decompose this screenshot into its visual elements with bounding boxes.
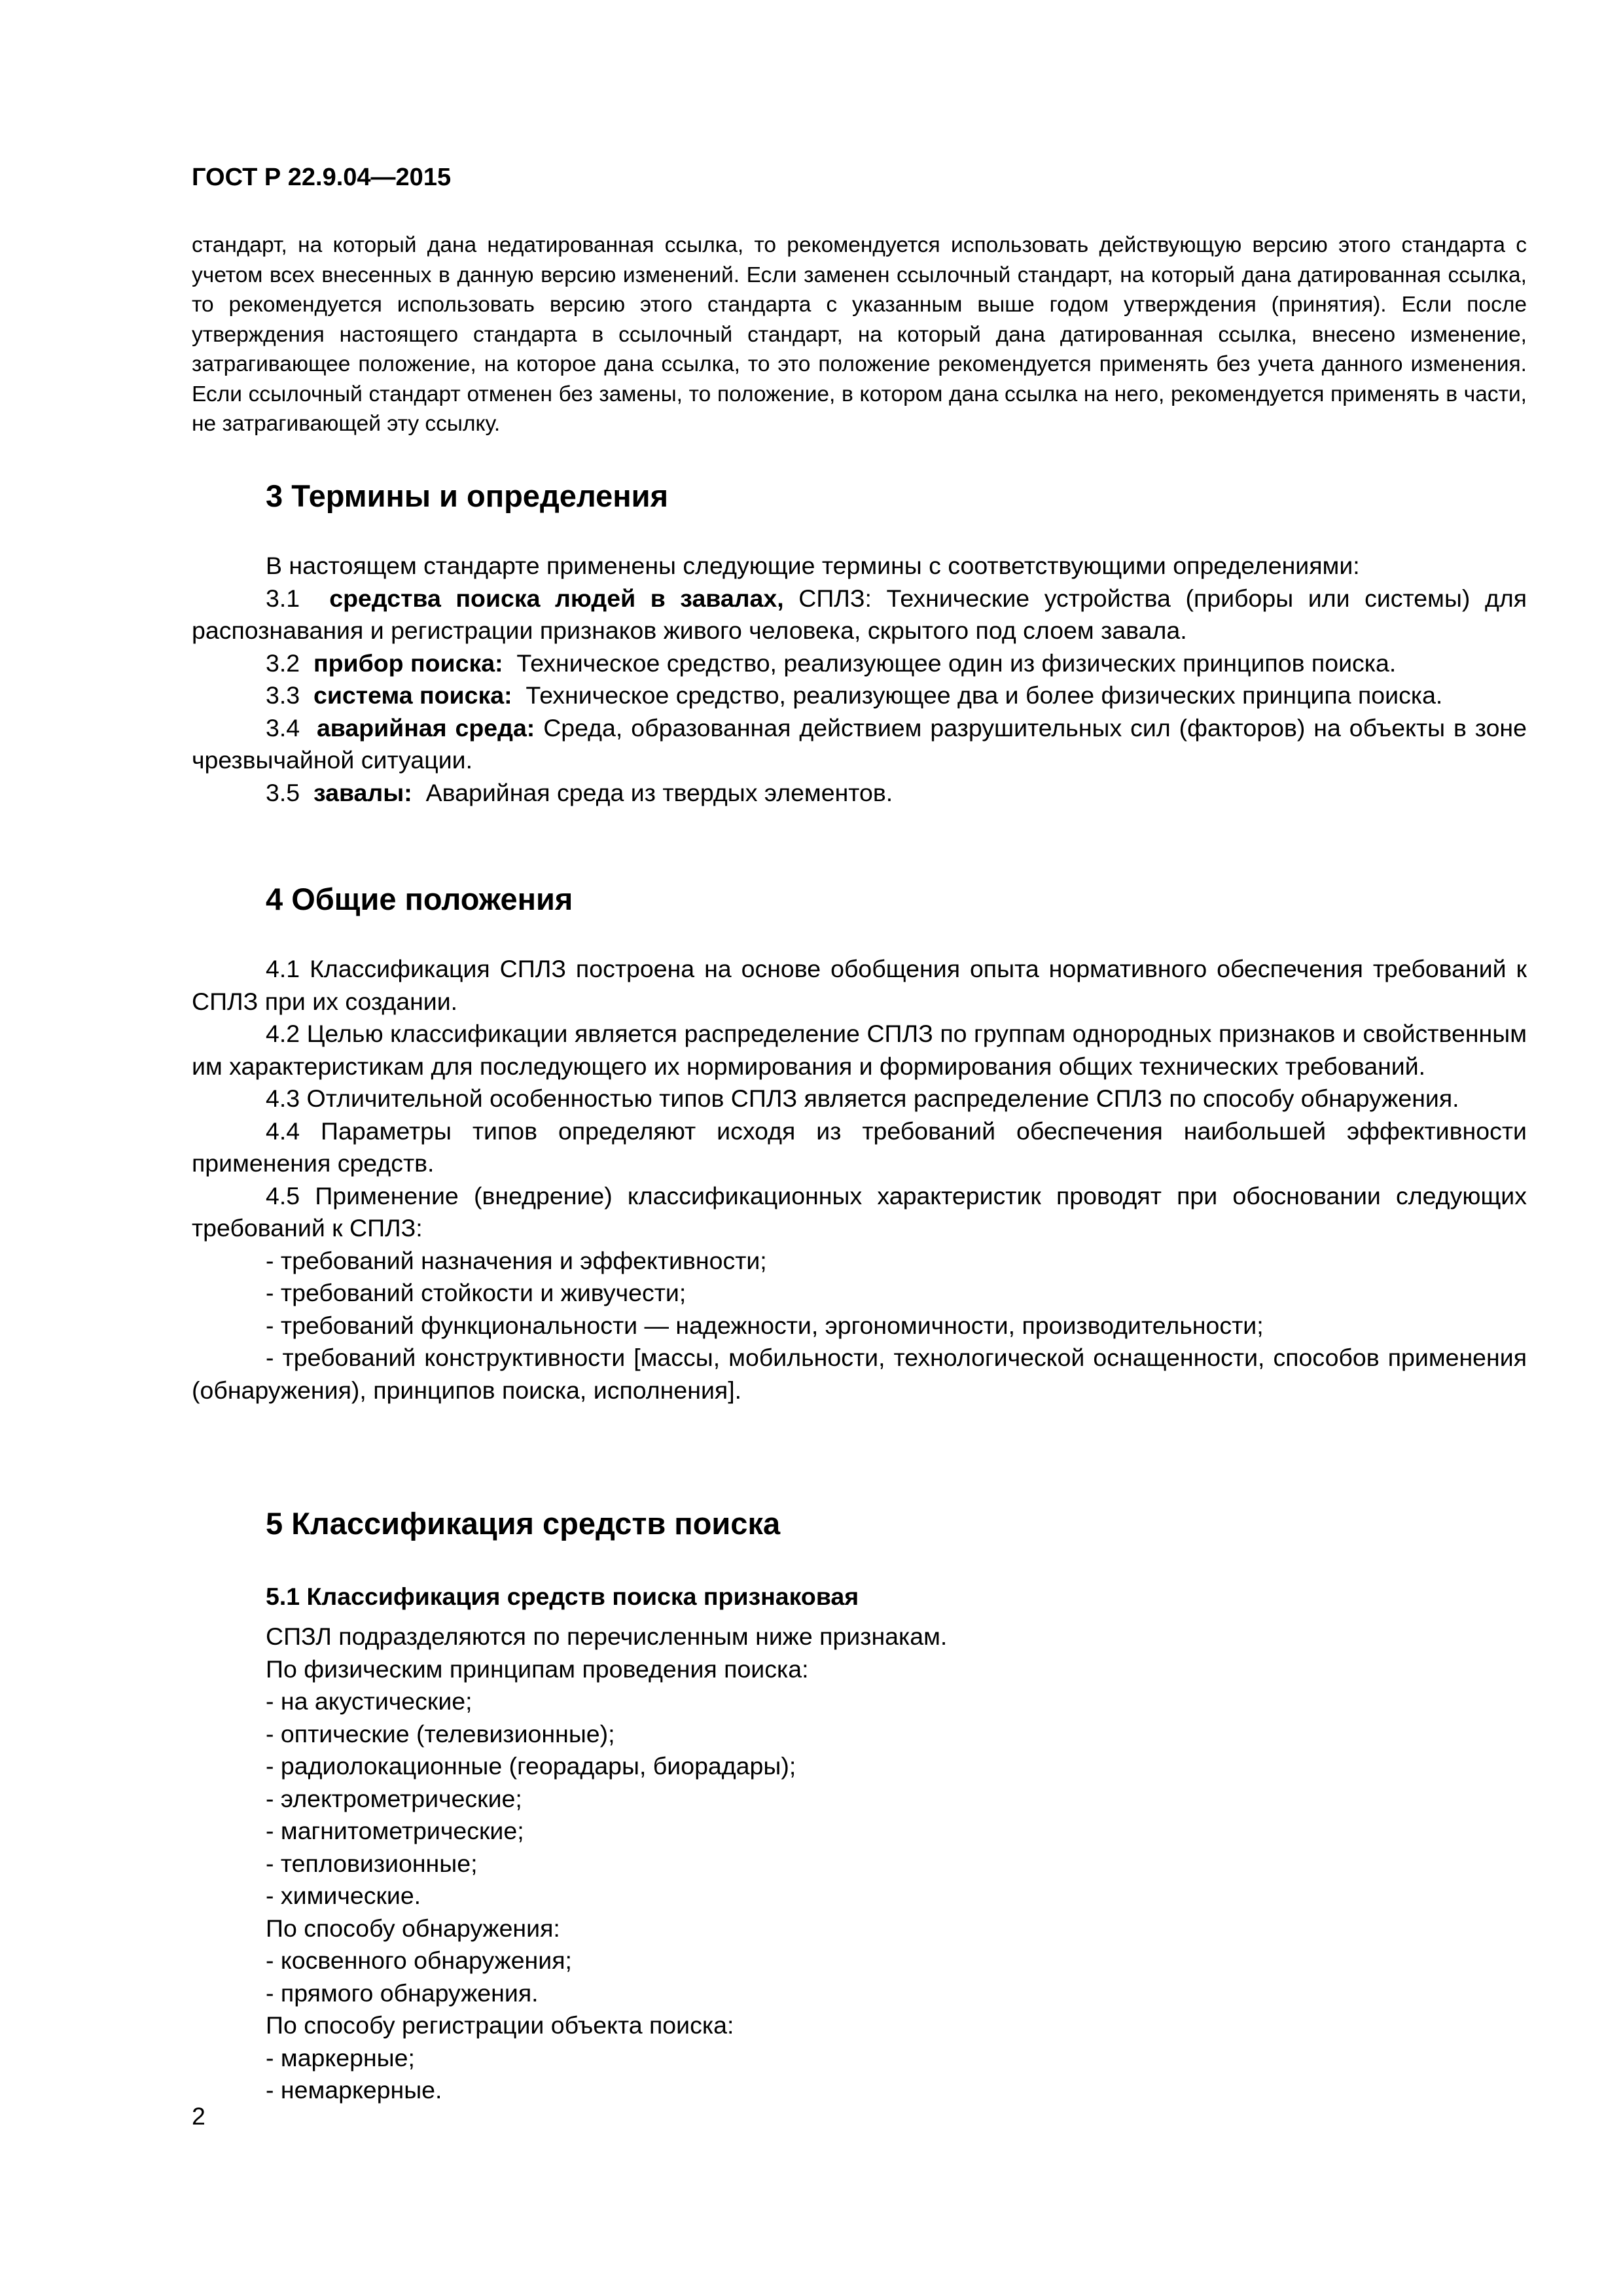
subsection-5-1-heading: 5.1 Классификация средств поиска признаковая [266, 1583, 859, 1610]
list-item: - немаркерные. [266, 2076, 442, 2104]
list-item: - радиолокационные (георадары, биорадары); [266, 1752, 796, 1780]
list-item: - косвенного обнаружения; [266, 1946, 572, 1974]
paragraph-4-3: 4.3 Отличительной особенностью типов СПЛЗ является распределение СПЛЗ по способу обнаружения. [266, 1085, 1459, 1112]
paragraph-4-4: 4.4 Параметры типов определяют исходя из требований обеспечения наибольшей эффективности применения средств. [192, 1117, 1527, 1177]
section-3-body [192, 550, 1527, 809]
term-name: завалы: [313, 778, 412, 806]
list-item: - требований функциональности — надежности, эргономичности, производительности; [266, 1311, 1264, 1339]
paragraph-4-1: 4.1 Классификация СПЛЗ построена на основе обобщения опыта нормативного обеспечения требований к СПЛЗ при их создании. [192, 955, 1527, 1015]
paragraph-4-2: 4.2 Целью классификации является распределение СПЛЗ по группам однородных признаков и свойственным им характеристикам для последующего их нормирования и формирования общих технических требований. [192, 1020, 1527, 1080]
term-name: система поиска: [313, 681, 512, 709]
section-5-body [192, 1621, 1527, 2107]
page-number: 2 [192, 2102, 205, 2130]
term-number: 3.3 [266, 681, 300, 709]
document-code-header: ГОСТ Р 22.9.04—2015 [192, 164, 452, 191]
list-item: - на акустические; [266, 1687, 473, 1715]
section-4-body [192, 953, 1527, 1407]
list-item: - тепловизионные; [266, 1849, 478, 1877]
paragraph-4-5: 4.5 Применение (внедрение) классификационных характеристик проводят при обосновании следующих требований к СПЛЗ: [192, 1181, 1527, 1242]
term-definition: Техническое средство, реализующее два и более физических принципа поиска. [526, 681, 1443, 709]
section-4-heading: 4 Общие положения [266, 882, 573, 916]
list-item: - прямого обнаружения. [266, 1979, 539, 2007]
list-item: - требований конструктивности [массы, мобильности, технологической оснащенности, способов применения (обнаружения), принципов поиска, исполнения]. [192, 1344, 1527, 1404]
term-number: 3.5 [266, 778, 300, 806]
term-definition: Аварийная среда из твердых элементов. [425, 778, 893, 806]
term-3-4 [192, 712, 1527, 777]
list-item: - химические. [266, 1882, 421, 1909]
list-item: - магнитометрические; [266, 1817, 524, 1844]
term-number: 3.1 [266, 584, 300, 612]
term-definition: СПЛЗ: Технические устройства (приборы или системы) для распознавания и регистрации признаков живого человека, скрытого под слоем завала. [192, 584, 1527, 644]
text-line: По способу обнаружения: [266, 1914, 560, 1942]
section-5-heading: 5 Классификация средств поиска [266, 1506, 781, 1541]
term-3-5 [192, 777, 1527, 810]
term-number: 3.4 [266, 713, 300, 742]
text-line: По способу регистрации объекта поиска: [266, 2011, 734, 2039]
list-item: - требований назначения и эффективности; [266, 1246, 767, 1274]
term-name: средства поиска людей в завалах, [329, 584, 784, 612]
text-line: По физическим принципам проведения поиска: [266, 1655, 809, 1683]
list-item: - электрометрические; [266, 1784, 522, 1812]
list-item: - требований стойкости и живучести; [266, 1279, 687, 1306]
term-definition: Среда, образованная действием разрушительных сил (факторов) на объекты в зоне чрезвычайной ситуации. [192, 713, 1527, 774]
term-3-3 [192, 679, 1527, 712]
list-item: - оптические (телевизионные); [266, 1719, 615, 1748]
term-name: аварийная среда: [316, 713, 535, 742]
term-number: 3.2 [266, 649, 300, 677]
list-item: - маркерные; [266, 2043, 415, 2072]
section-3-intro: В настоящем стандарте применены следующие термины с соответствующими определениями: [266, 552, 1360, 579]
term-3-1 [192, 583, 1527, 647]
text-line: СПЗЛ подразделяются по перечисленным ниже признакам. [266, 1623, 948, 1650]
term-name: прибор поиска: [313, 649, 503, 677]
term-3-2 [192, 647, 1527, 680]
term-definition: Техническое средство, реализующее один из физических принципов поиска. [516, 649, 1397, 677]
section-3-heading: 3 Термины и определения [266, 478, 668, 513]
intro-paragraph: стандарт, на который дана недатированная ссылка, то рекомендуется использовать действующую версию этого стандарта с учетом всех внесенных в данную версию изменений. Если заменен ссылочный стандарт, на который дана датированная ссылка, то рекомендуется использовать версию этого стандарта с указанным выше годом утверждения (принятия). Если после утверждения настоящего стандарта в ссылочный стандарт, на который дана датированная ссылка, внесено изменение, затрагивающее положение, на которое дана ссылка, то это положение рекомендуется применять без учета данного изменения. Если ссылочный стандарт отменен без замены, то положение, в котором дана ссылка на него, рекомендуется применять в части, не затрагивающей эту ссылку. [192, 233, 1527, 436]
